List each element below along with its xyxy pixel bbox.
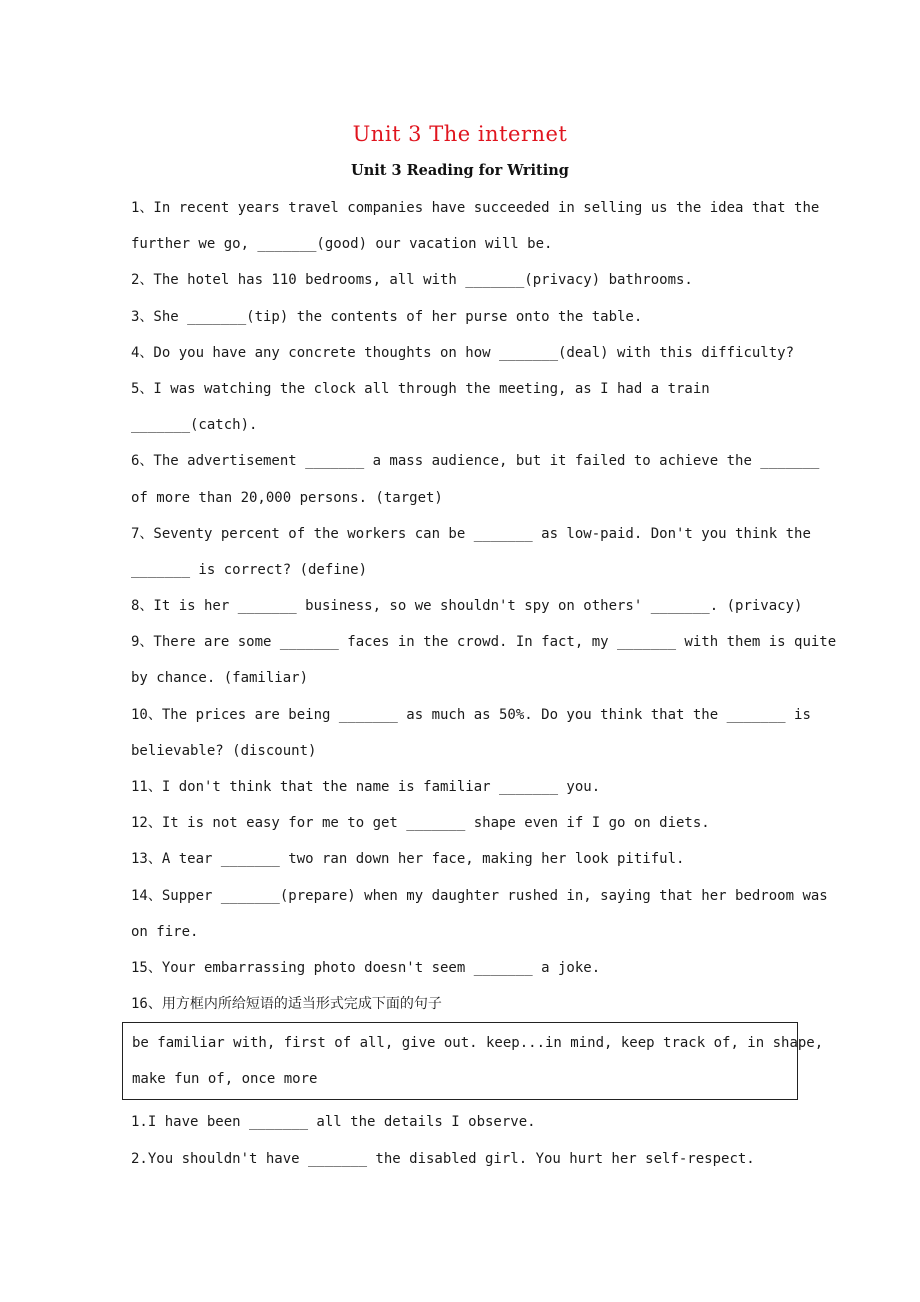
question-12 [131,805,821,841]
question-8 [131,588,821,624]
question-line: 15、Your embarrassing photo doesn't seem _______ a joke. [131,959,601,976]
question-7 [131,516,821,588]
question-5 [131,371,821,443]
question-line: 5、I was watching the clock all through the meeting, as I had a train [131,380,710,397]
question-6 [131,443,821,515]
question-3 [131,299,821,335]
question-line: on fire. [131,923,199,940]
question-line: 9、There are some _______ faces in the crowd. In fact, my _______ with them is quite [131,634,837,651]
question-line: further we go, _______(good) our vacation will be. [131,236,553,253]
question-10 [131,697,821,769]
question-line: 4、Do you have any concrete thoughts on how _______(deal) with this difficulty? [131,344,795,361]
question-11 [131,769,821,805]
question-line: 11、I don't think that the name is familiar _______ you. [131,779,601,795]
question-line: of more than 20,000 persons. (target) [131,489,443,506]
question-line: 14、Supper _______(prepare) when my daughter rushed in, saying that her bedroom was [131,887,828,904]
page-title: Unit 3 The internet [352,122,568,146]
question-line: _______ is correct? (define) [131,561,368,578]
question-2 [131,262,821,298]
phrase-box-line: be familiar with, first of all, give out. keep...in mind, keep track of, in shape, [132,1035,824,1052]
question-line: 10、The prices are being _______ as much as 50%. Do you think that the _______ is [131,706,811,723]
sub-question-1: 1.I have been _______ all the details I observe. [131,1114,536,1131]
phrase-box-line: make fun of, once more [132,1071,318,1088]
question-15 [131,950,821,986]
question-line: by chance. (familiar) [131,670,309,687]
exercise-content [131,190,837,1177]
page-subtitle: Unit 3 Reading for Writing [351,162,569,179]
question-13 [131,841,821,877]
question-line: _______(catch). [131,417,258,434]
question-line: 3、She _______(tip) the contents of her purse onto the table. [131,308,643,325]
question-14 [131,878,828,950]
question-1 [131,190,821,262]
question-line: 7、Seventy percent of the workers can be _______ as low-paid. Don't you think the [131,525,811,542]
question-4 [131,335,821,371]
question-16 [131,986,821,1022]
phrase-box [122,1022,824,1100]
sub-question-2: 2.You shouldn't have _______ the disabled girl. You hurt her self-respect. [131,1150,755,1167]
question-line: believable? (discount) [131,742,317,759]
question-line: 8、It is her _______ business, so we shouldn't spy on others' _______. (privacy) [131,598,803,615]
question-line: 1、In recent years travel companies have succeeded in selling us the idea that the [131,200,820,216]
question-line: 16、用方框内所给短语的适当形式完成下面的句子 [131,996,442,1013]
question-line: 12、It is not easy for me to get _______ shape even if I go on diets. [131,815,710,832]
question-9 [131,624,837,696]
question-line: 6、The advertisement _______ a mass audience, but it failed to achieve the _______ [131,453,820,470]
question-line: 13、A tear _______ two ran down her face, making her look pitiful. [131,851,685,868]
question-line: 2、The hotel has 110 bedrooms, all with _______(privacy) bathrooms. [131,272,693,289]
